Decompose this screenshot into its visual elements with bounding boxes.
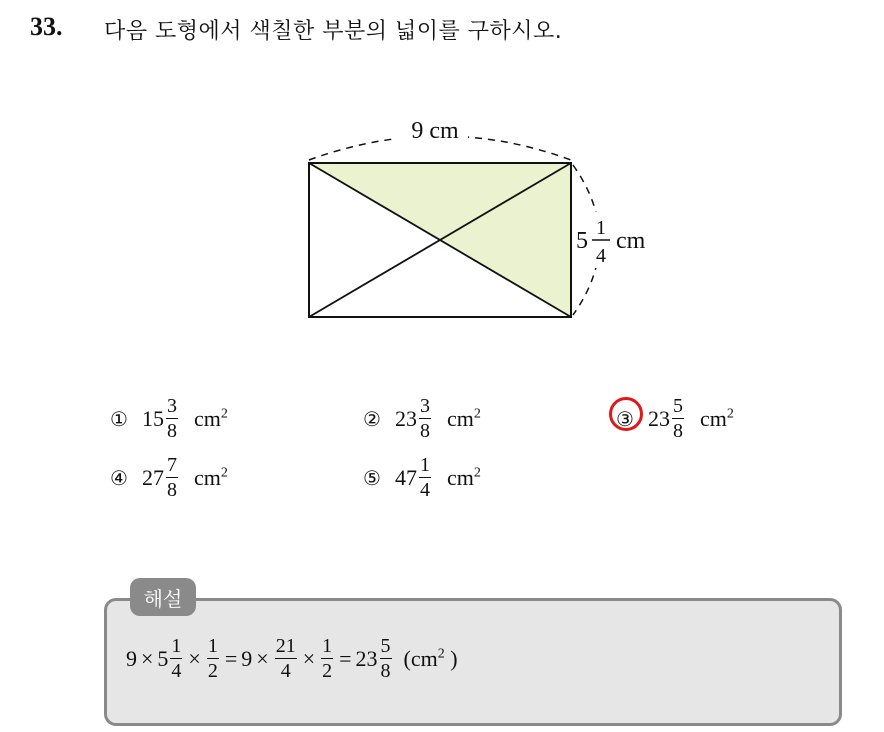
option-1[interactable]: [110, 396, 228, 441]
option-1-mark: ①: [110, 406, 128, 431]
height-label-den: 4: [596, 245, 606, 267]
option-5-mark: ⑤: [363, 465, 381, 490]
option-4-whole: 27: [141, 464, 164, 490]
option-1-unit: $cm^2$: [193, 405, 228, 431]
height-label-whole: 5: [576, 228, 588, 254]
question-number: 33.: [30, 12, 63, 41]
option-5-whole: 47: [394, 464, 417, 490]
option-1-whole: 15: [141, 405, 164, 431]
option-4-mark: ④: [110, 465, 128, 490]
option-2-fraction: $\frac{3}{8}$: [419, 395, 430, 442]
width-label: 9 cm: [411, 118, 459, 144]
option-1-fraction: $\frac{3}{8}$: [166, 395, 177, 442]
option-3[interactable]: [616, 396, 734, 441]
option-2-whole: 23: [394, 405, 417, 431]
option-4[interactable]: [110, 455, 228, 500]
option-3-whole: 23: [647, 405, 670, 431]
option-2-unit: $cm^2$: [446, 405, 481, 431]
option-3-fraction: $\frac{5}{8}$: [672, 395, 683, 442]
height-label-unit: cm: [616, 228, 646, 254]
explanation-formula: 9 × 5 $\frac{1}{4}$ × $\frac{1}{2}$ = 9 × $\frac{21}{4}$ × $\frac{1}{2}$ = 23 $\frac{5}{8}$ ($cm^2$ ): [126, 635, 458, 682]
option-4-unit: $cm^2$: [193, 464, 228, 490]
option-3-unit: $cm^2$: [699, 405, 734, 431]
question-text: 다음 도형에서 색칠한 부분의 넓이를 구하시오.: [104, 19, 563, 44]
option-5[interactable]: [363, 455, 481, 500]
rectangle-figure: [0, 0, 884, 360]
option-3-mark: ③: [616, 406, 634, 431]
option-5-unit: $cm^2$: [446, 464, 481, 490]
option-2[interactable]: [363, 396, 481, 441]
height-label-num: 1: [596, 217, 606, 239]
explanation-tab: 해설: [130, 578, 196, 616]
option-2-mark: ②: [363, 406, 381, 431]
option-5-fraction: $\frac{1}{4}$: [419, 454, 430, 501]
option-4-fraction: $\frac{7}{8}$: [166, 454, 177, 501]
